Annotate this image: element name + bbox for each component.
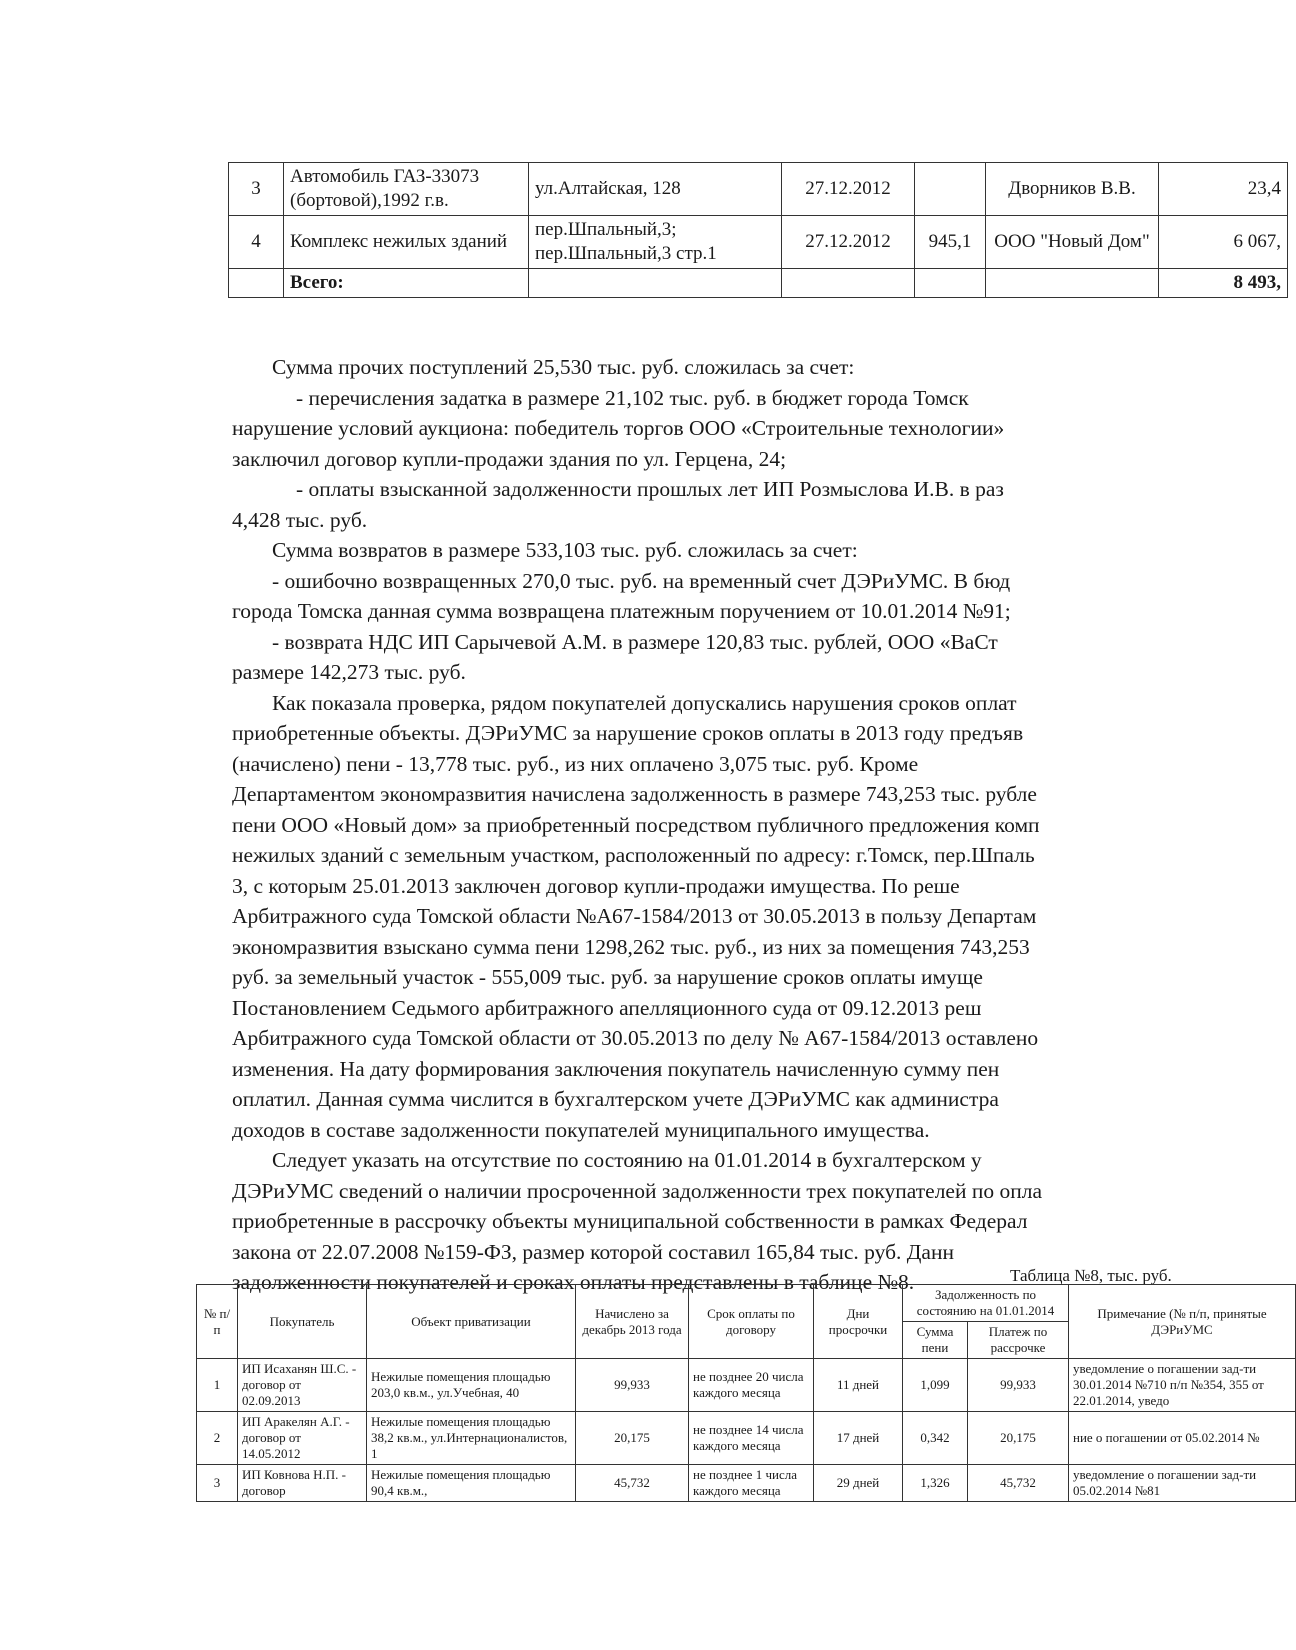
sale-sum: 23,4 bbox=[1159, 163, 1288, 216]
accrued-sum: 99,933 bbox=[576, 1359, 689, 1412]
penalty-sum: 1,099 bbox=[903, 1359, 968, 1412]
object-name: Нежилые помещения площадью 38,2 кв.м., ул.Интернационалистов, 1 bbox=[367, 1412, 576, 1465]
installment-sum: 20,175 bbox=[968, 1412, 1069, 1465]
col-accrued: Начислено за декабрь 2013 года bbox=[576, 1285, 689, 1359]
buyer-name: Дворников В.В. bbox=[986, 163, 1159, 216]
text-line: - оплаты взысканной задолженности прошлых лет ИП Розмыслова И.В. в раз bbox=[296, 477, 1004, 501]
text-line: нарушение условий аукциона: победитель торгов ООО «Строительные технологии» bbox=[232, 416, 1005, 440]
table-caption: Таблица №8, тыс. руб. bbox=[1010, 1266, 1172, 1285]
body-text bbox=[232, 352, 1292, 1298]
text-line: 4,428 тыс. руб. bbox=[232, 507, 368, 532]
row-number: 3 bbox=[229, 163, 284, 216]
col-installment: Платеж по рассрочке bbox=[968, 1322, 1069, 1359]
buyer-name: ООО "Новый Дом" bbox=[986, 216, 1159, 269]
text-line: - ошибочно возвращенных 270,0 тыс. руб. на временный счет ДЭРиУМС. В бюд bbox=[272, 568, 1011, 593]
payment-term: не позднее 14 числа каждого месяца bbox=[689, 1412, 814, 1465]
text-line: экономразвития взыскано сумма пени 1298,262 тыс. руб., из них за помещения 743,253 bbox=[232, 934, 1030, 959]
sale-sum: 6 067, bbox=[1159, 216, 1288, 269]
debt-table bbox=[196, 1284, 1296, 1502]
table-row bbox=[229, 216, 1288, 269]
row-number: 2 bbox=[197, 1412, 238, 1465]
payment-term: не позднее 1 числа каждого месяца bbox=[689, 1465, 814, 1502]
table-row bbox=[197, 1359, 1296, 1412]
row-number: 4 bbox=[229, 216, 284, 269]
text-line: Постановлением Седьмого арбитражного апелляционного суда от 09.12.2013 реш bbox=[232, 995, 982, 1020]
sale-date: 27.12.2012 bbox=[782, 216, 915, 269]
table-row bbox=[197, 1465, 1296, 1502]
text-line: приобретенные объекты. ДЭРиУМС за нарушение сроков оплаты в 2013 году предъяв bbox=[232, 721, 1024, 745]
object-name: Комплекс нежилых зданий bbox=[284, 216, 529, 269]
text-line: оплатил. Данная сумма числится в бухгалтерском учете ДЭРиУМС как администра bbox=[232, 1087, 999, 1111]
table-row bbox=[229, 163, 1288, 216]
object-name: Нежилые помещения площадью 203,0 кв.м., ул.Учебная, 40 bbox=[367, 1359, 576, 1412]
col-debt-group: Задолженность по состоянию на 01.01.2014 bbox=[903, 1285, 1069, 1322]
text-line: руб. за земельный участок - 555,009 тыс. руб. за нарушение сроков оплаты имуще bbox=[232, 965, 983, 989]
buyer-name: ИП Исаханян Ш.С. - договор от 02.09.2013 bbox=[238, 1359, 367, 1412]
sale-date: 27.12.2012 bbox=[782, 163, 915, 216]
overdue-days: 11 дней bbox=[814, 1359, 903, 1412]
overdue-days: 29 дней bbox=[814, 1465, 903, 1502]
col-days: Дни просрочки bbox=[814, 1285, 903, 1359]
object-name: Автомобиль ГАЗ-33073 (бортовой),1992 г.в. bbox=[284, 163, 529, 216]
text-line: изменения. На дату формирования заключения покупатель начисленную сумму пен bbox=[232, 1056, 1000, 1081]
penalty-sum: 1,326 bbox=[903, 1465, 968, 1502]
text-line: заключил договор купли-продажи здания по ул. Герцена, 24; bbox=[232, 446, 787, 471]
overdue-days: 17 дней bbox=[814, 1412, 903, 1465]
total-label: Всего: bbox=[284, 269, 529, 298]
text-line: 3, с которым 25.01.2013 заключен договор купли-продажи имущества. По реше bbox=[232, 873, 960, 898]
payment-term: не позднее 20 числа каждого месяца bbox=[689, 1359, 814, 1412]
text-line: Департаментом экономразвития начислена задолженность в размере 743,253 тыс. рубле bbox=[232, 782, 1037, 806]
col-buyer: Покупатель bbox=[238, 1285, 367, 1359]
penalty-sum: 0,342 bbox=[903, 1412, 968, 1465]
text-line: приобретенные в рассрочку объекты муниципальной собственности в рамках Федерал bbox=[232, 1209, 1028, 1233]
col-num: № п/п bbox=[197, 1285, 238, 1359]
col-object: Объект приватизации bbox=[367, 1285, 576, 1359]
text-line: Как показала проверка, рядом покупателей допускались нарушения сроков оплат bbox=[272, 690, 1017, 715]
object-address: ул.Алтайская, 128 bbox=[529, 163, 782, 216]
object-address: пер.Шпальный,3; пер.Шпальный,3 стр.1 bbox=[529, 216, 782, 269]
accrued-sum: 20,175 bbox=[576, 1412, 689, 1465]
table-row bbox=[197, 1412, 1296, 1465]
row-number: 3 bbox=[197, 1465, 238, 1502]
col-penalty: Сумма пени bbox=[903, 1322, 968, 1359]
text-line: пени ООО «Новый дом» за приобретенный посредством публичного предложения комп bbox=[232, 812, 1040, 837]
header-row bbox=[197, 1285, 1296, 1322]
total-row bbox=[229, 269, 1288, 298]
total-sum: 8 493, bbox=[1159, 269, 1288, 298]
row-number: 1 bbox=[197, 1359, 238, 1412]
text-line: ДЭРиУМС сведений о наличии просроченной задолженности трех покупателей по опла bbox=[232, 1178, 1043, 1203]
text-line: (начислено) пени - 13,778 тыс. руб., из них оплачено 3,075 тыс. руб. Кроме bbox=[232, 751, 919, 776]
object-area bbox=[915, 163, 986, 216]
text-line: Арбитражного суда Томской области от 30.05.2013 по делу № А67-1584/2013 оставлено bbox=[232, 1026, 1039, 1050]
note-text: ние о погашении от 05.02.2014 № bbox=[1069, 1412, 1296, 1465]
note-text: уведомление о погашении зад-ти 30.01.2014 №710 п/п №354, 355 от 22.01.2014, уведо bbox=[1069, 1359, 1296, 1412]
text-line: доходов в составе задолженности покупателей муниципального имущества. bbox=[232, 1117, 930, 1142]
object-name: Нежилые помещения площадью 90,4 кв.м., bbox=[367, 1465, 576, 1502]
objects-table bbox=[228, 162, 1288, 298]
text-line: - возврата НДС ИП Сарычевой А.М. в размере 120,83 тыс. рублей, ООО «ВаСт bbox=[272, 629, 998, 654]
accrued-sum: 45,732 bbox=[576, 1465, 689, 1502]
debt-table-body bbox=[197, 1359, 1296, 1502]
text-line: Следует указать на отсутствие по состоянию на 01.01.2014 в бухгалтерском у bbox=[272, 1148, 982, 1172]
col-note: Примечание (№ п/п, принятые ДЭРиУМС bbox=[1069, 1285, 1296, 1359]
text-line: Сумма прочих поступлений 25,530 тыс. руб. сложилась за счет: bbox=[272, 355, 855, 379]
text-line: нежилых зданий с земельным участком, расположенный по адресу: г.Томск, пер.Шпаль bbox=[232, 843, 1035, 867]
text-line: - перечисления задатка в размере 21,102 тыс. руб. в бюджет города Томск bbox=[296, 385, 969, 410]
text-line: закона от 22.07.2008 №159-ФЗ, размер которой составил 165,84 тыс. руб. Данн bbox=[232, 1239, 954, 1264]
installment-sum: 99,933 bbox=[968, 1359, 1069, 1412]
text-line: задолженности покупателей и сроках оплаты представлены в таблице №8. bbox=[232, 1270, 915, 1294]
note-text: уведомление о погашении зад-ти 05.02.2014 №81 bbox=[1069, 1465, 1296, 1502]
buyer-name: ИП Ковнова Н.П. - договор bbox=[238, 1465, 367, 1502]
buyer-name: ИП Аракелян А.Г. - договор от 14.05.2012 bbox=[238, 1412, 367, 1465]
text-line: размере 142,273 тыс. руб. bbox=[232, 660, 466, 684]
installment-sum: 45,732 bbox=[968, 1465, 1069, 1502]
text-line: города Томска данная сумма возвращена платежным поручением от 10.01.2014 №91; bbox=[232, 599, 1011, 623]
text-line: Сумма возвратов в размере 533,103 тыс. руб. сложилась за счет: bbox=[272, 538, 858, 562]
object-area: 945,1 bbox=[915, 216, 986, 269]
text-line: Арбитражного суда Томской области №А67-1584/2013 от 30.05.2013 в пользу Департам bbox=[232, 904, 1037, 928]
col-term: Срок оплаты по договору bbox=[689, 1285, 814, 1359]
